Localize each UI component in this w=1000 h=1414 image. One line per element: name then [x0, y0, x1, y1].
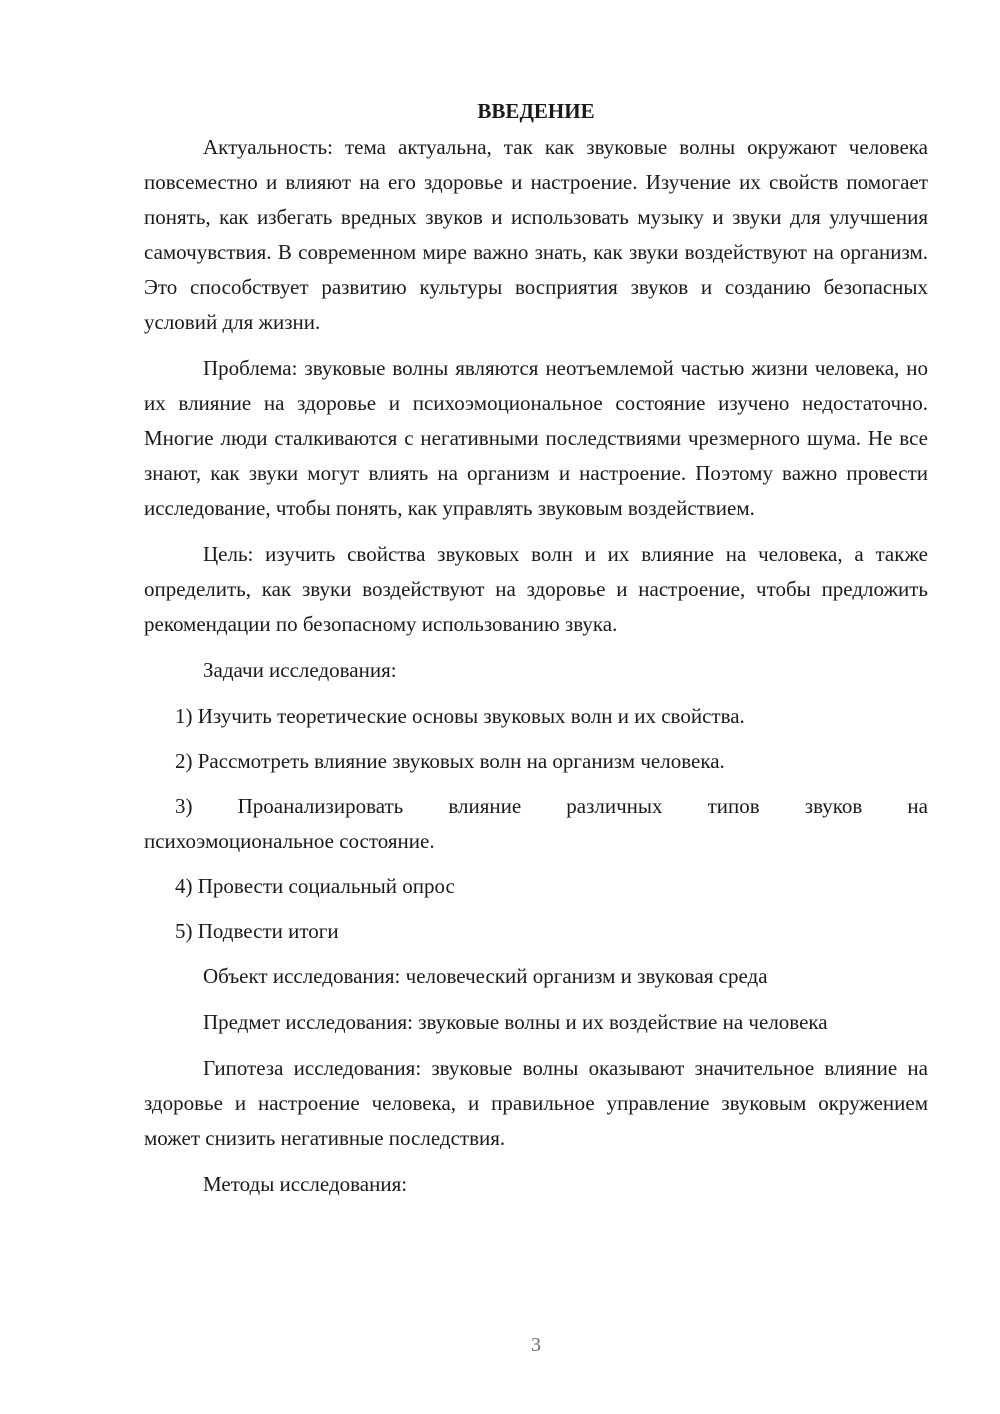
task-item-3-first-line: [144, 789, 928, 824]
methods-paragraph: Методы исследования:: [203, 1172, 408, 1196]
task-item-2: 2) Рассмотреть влияние звуковых волн на организм человека.: [175, 749, 725, 773]
task-item-4: 4) Провести социальный опрос: [175, 874, 455, 898]
task-item-3-word: различных: [566, 794, 663, 818]
task-item-3: [144, 789, 928, 859]
task-item-3-word: звуков: [804, 794, 863, 818]
task-item-3-word: 3): [175, 794, 193, 818]
subject-paragraph: Предмет исследования: звуковые волны и их воздействие на человека: [203, 1010, 828, 1034]
goal-paragraph: Цель: изучить свойства звуковых волн и их влияние на человека, а также определить, как звуки воздействуют на здоровье и настроение, чтобы предложить рекомендации по безопасному использованию звука.: [144, 542, 928, 636]
page-content: [144, 96, 928, 1213]
task-item-3-word: Проанализировать: [237, 794, 404, 818]
task-item-3-word: на: [907, 794, 928, 818]
task-item-3-word: типов: [707, 794, 760, 818]
tasks-title: Задачи исследования:: [203, 658, 397, 682]
task-item-1: 1) Изучить теоретические основы звуковых волн и их свойства.: [175, 704, 745, 728]
page-number: 3: [531, 1334, 541, 1356]
problem-paragraph: Проблема: звуковые волны являются неотъемлемой частью жизни человека, но их влияние на здоровье и психоэмоциональное состояние изучено недостаточно. Многие люди сталкиваются с негативными последствиями чрезмерного шума. Не все знают, как звуки могут влиять на организм и настроение. Поэтому важно провести исследование, чтобы понять, как управлять звуковым воздействием.: [144, 356, 928, 520]
relevance-paragraph: Актуальность: тема актуальна, так как звуковые волны окружают человека повсеместно и влияют на его здоровье и настроение. Изучение их свойств помогает понять, как избегать вредных звуков и использовать музыку и звуки для улучшения самочувствия. В современном мире важно знать, как звуки воздействуют на организм. Это способствует развитию культуры восприятия звуков и созданию безопасных условий для жизни.: [144, 135, 928, 334]
task-item-5: 5) Подвести итоги: [175, 919, 339, 943]
hypothesis-paragraph: Гипотеза исследования: звуковые волны оказывают значительное влияние на здоровье и настроение человека, и правильное управление звуковым окружением может снизить негативные последствия.: [144, 1056, 928, 1150]
task-item-3-second-line: психоэмоциональное состояние.: [144, 829, 435, 853]
object-paragraph: Объект исследования: человеческий организм и звуковая среда: [203, 964, 768, 988]
section-heading: ВВЕДЕНИЕ: [477, 99, 595, 123]
task-item-3-word: влияние: [448, 794, 522, 818]
